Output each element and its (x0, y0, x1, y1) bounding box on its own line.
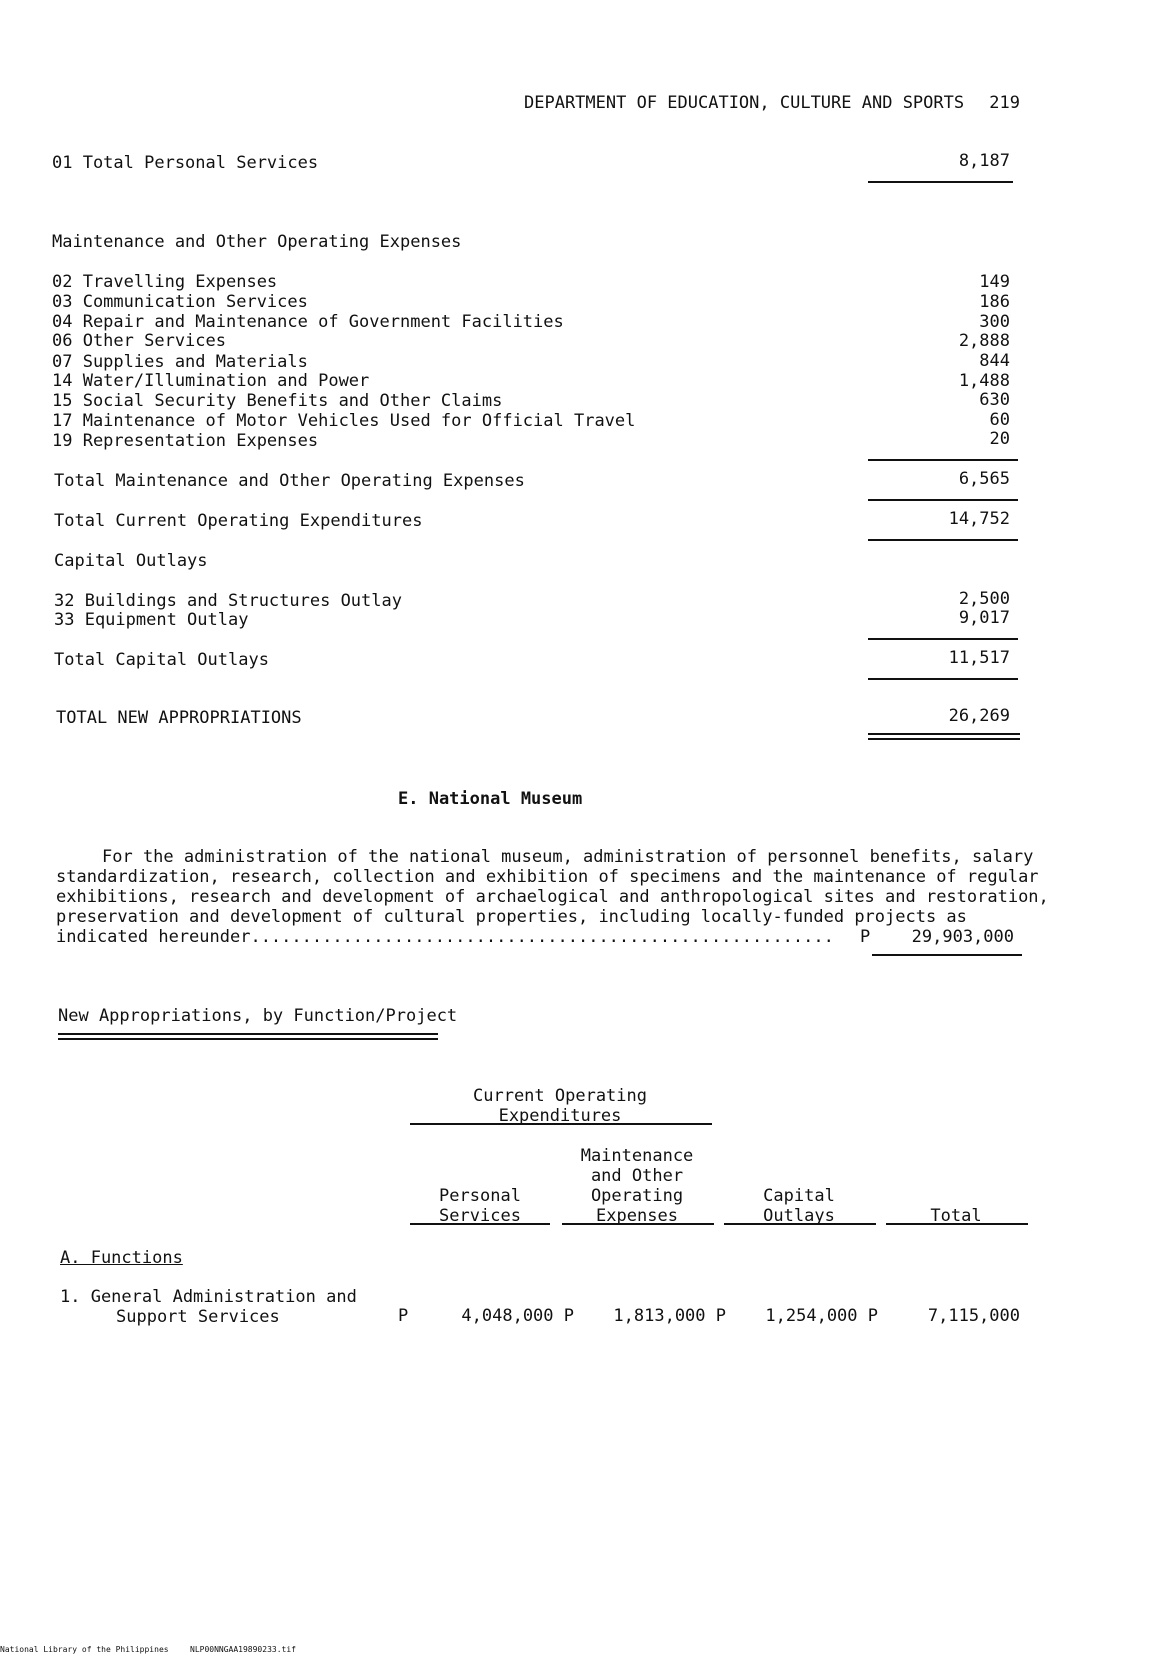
row1-label-line2: Support Services (116, 1307, 280, 1327)
col-mooe-1: Maintenance (580, 1146, 694, 1166)
group-header-line2: Expenditures (498, 1106, 622, 1126)
mooe-item-label: 14 Water/Illumination and Power (52, 371, 370, 391)
capital-item-label: 32 Buildings and Structures Outlay (54, 591, 402, 611)
col-personal-2: Services (439, 1206, 521, 1226)
section-e-paragraph-line: standardization, research, collection and exhibition of specimens and the maintenance of regular (56, 867, 1039, 887)
col-total: Total (930, 1206, 982, 1226)
col-capital-1: Capital (763, 1186, 835, 1206)
mooe-item-value: 300 (979, 312, 1010, 332)
current-operating-total-label: Total Current Operating Expenditures (54, 511, 423, 531)
department-header: DEPARTMENT OF EDUCATION, CULTURE AND SPORTS (524, 93, 965, 113)
functions-heading: A. Functions (60, 1248, 183, 1268)
rule (868, 499, 1018, 501)
footer-library: National Library of the Philippines (0, 1645, 169, 1654)
row1-currency: P (398, 1306, 409, 1326)
row1-personal: 4,048,000 P (461, 1306, 574, 1326)
mooe-item-label: 04 Repair and Maintenance of Government Facilities (52, 312, 564, 332)
mooe-item-value: 20 (989, 429, 1010, 449)
section-e-title: E. National Museum (398, 789, 583, 809)
col-mooe-3: Operating (590, 1186, 684, 1206)
rule (410, 1123, 712, 1125)
footer-file-id: NLP00NNGAA19890233.tif (190, 1645, 296, 1654)
row1-mooe: 1,813,000 P (613, 1306, 726, 1326)
rule (410, 1223, 550, 1225)
mooe-item-value: 149 (979, 272, 1010, 292)
capital-item-value: 9,017 (958, 608, 1010, 628)
section-e-currency: P (860, 927, 871, 947)
mooe-item-value: 60 (989, 410, 1010, 430)
rule (724, 1223, 876, 1225)
rule (868, 539, 1018, 541)
capital-total-value: 11,517 (948, 648, 1010, 668)
section-e-paragraph-last: indicated hereunder......................................................... (56, 927, 834, 947)
double-rule (58, 1033, 438, 1040)
capital-total-label: Total Capital Outlays (54, 650, 269, 670)
capital-item-value: 2,500 (958, 589, 1010, 609)
mooe-item-value: 186 (979, 292, 1010, 312)
rule (562, 1223, 714, 1225)
mooe-total-label: Total Maintenance and Other Operating Expenses (54, 471, 525, 491)
rule (872, 954, 1022, 956)
col-mooe-2: and Other (590, 1166, 684, 1186)
group-header-line1: Current Operating (473, 1086, 647, 1106)
mooe-item-label: 17 Maintenance of Motor Vehicles Used for Official Travel (52, 411, 636, 431)
mooe-item-label: 19 Representation Expenses (52, 431, 319, 451)
rule (868, 181, 1013, 183)
double-rule (868, 733, 1020, 740)
col-capital-2: Outlays (763, 1206, 835, 1226)
row1-label-line1: 1. General Administration and (60, 1287, 357, 1307)
mooe-item-label: 03 Communication Services (52, 292, 308, 312)
mooe-item-value: 2,888 (958, 331, 1010, 351)
mooe-item-value: 630 (979, 390, 1010, 410)
mooe-item-label: 02 Travelling Expenses (52, 272, 278, 292)
personal-services-total-value: 8,187 (958, 151, 1010, 171)
rule (868, 459, 1018, 461)
mooe-item-value: 844 (979, 351, 1010, 371)
mooe-heading: Maintenance and Other Operating Expenses (52, 232, 462, 252)
total-new-appropriations-label: TOTAL NEW APPROPRIATIONS (56, 708, 302, 728)
capital-outlays-heading: Capital Outlays (54, 551, 208, 571)
mooe-item-value: 1,488 (958, 371, 1010, 391)
rule (886, 1223, 1028, 1225)
section-e-paragraph-line: For the administration of the national museum, administration of personnel benefits, salary (102, 847, 1034, 867)
personal-services-total-label: 01 Total Personal Services (52, 153, 319, 173)
section-e-paragraph-line: preservation and development of cultural properties, including locally-funded projects as (56, 907, 967, 927)
rule (868, 678, 1018, 680)
section-e-amount: 29,903,000 (911, 927, 1014, 947)
current-operating-total-value: 14,752 (948, 509, 1010, 529)
section-e-paragraph-line: exhibitions, research and development of archaelogical and anthropological sites and restoration, (56, 887, 1049, 907)
page-number: 219 (989, 93, 1020, 113)
new-appropriations-heading: New Appropriations, by Function/Project (58, 1006, 458, 1026)
row1-total: 7,115,000 (927, 1306, 1020, 1326)
col-personal-1: Personal (439, 1186, 521, 1206)
capital-item-label: 33 Equipment Outlay (54, 610, 249, 630)
total-new-appropriations-value: 26,269 (948, 706, 1010, 726)
col-mooe-4: Expenses (596, 1206, 678, 1226)
mooe-item-label: 06 Other Services (52, 331, 226, 351)
row1-capital: 1,254,000 P (765, 1306, 878, 1326)
mooe-total-value: 6,565 (958, 469, 1010, 489)
mooe-item-label: 15 Social Security Benefits and Other Claims (52, 391, 503, 411)
rule (868, 638, 1018, 640)
mooe-item-label: 07 Supplies and Materials (52, 352, 308, 372)
